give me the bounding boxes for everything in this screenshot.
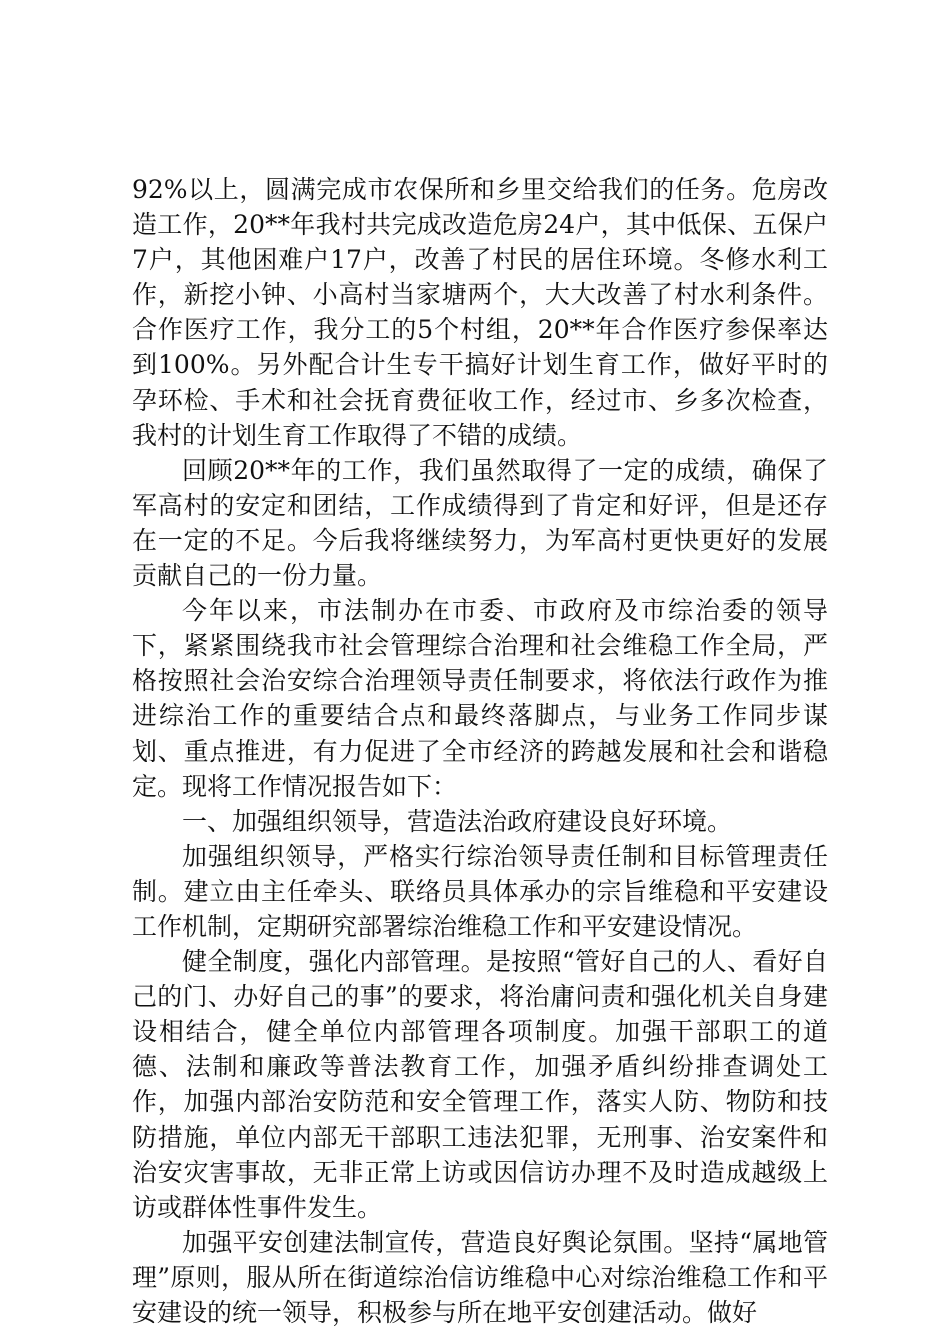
section-heading-1: 一、加强组织领导，营造法治政府建设良好环境。	[182, 806, 733, 836]
paragraph-review: 回顾20**年的工作，我们虽然取得了一定的成绩，确保了军高村的安定和团结，工作成绩得到了肯定和好评，但是还存在一定的不足。今后我将继续努力，为军高村更快更好的发展贡献自己的一份力量。	[132, 455, 828, 591]
paragraph-leadership: 加强组织领导，严格实行综治领导责任制和目标管理责任制。建立由主任牵头、联络员具体承办的宗旨维稳和平安建设工作机制，定期研究部署综治维稳工作和平安建设情况。	[132, 841, 828, 941]
paragraph-intro: 今年以来，市法制办在市委、市政府及市综治委的领导下，紧紧围绕我市社会管理综合治理和社会维稳工作全局，严格按照社会治安综合治理领导责任制要求，将依法行政作为推进综治工作的重要结合点和最终落脚点，与业务工作同步谋划、重点推进，有力促进了全市经济的跨越发展和社会和谐稳定。现将工作情况报告如下：	[132, 596, 828, 801]
paragraph-continuation: 92%以上，圆满完成市农保所和乡里交给我们的任务。危房改造工作，20**年我村共完成改造危房24户，其中低保、五保户7户，其他困难户17户，改善了村民的居住环境。冬修水利工作，新挖小钟、小高村当家塘两个，大大改善了村水利条件。合作医疗工作，我分工的5个村组，20**年合作医疗参保率达到100%。另外配合计生专干搞好计划生育工作，做好平时的孕环检、手术和社会抚育费征收工作，经过市、乡多次检查，我村的计划生育工作取得了不错的成绩。	[132, 175, 828, 450]
paragraph-legal-publicity: 加强平安创建法制宣传，营造良好舆论氛围。坚持“属地管理”原则，服从所在街道综治信访维稳中心对综治维稳工作和平安建设的统一领导，积极参与所在地平安创建活动。做好	[132, 1227, 828, 1327]
document-body	[132, 172, 828, 1330]
paragraph-internal-management: 健全制度，强化内部管理。是按照“管好自己的人、看好自己的门、办好自己的事”的要求，将治庸问责和强化机关自身建设相结合，健全单位内部管理各项制度。加强干部职工的道德、法制和廉政等普法教育工作，加强矛盾纠纷排查调处工作，加强内部治安防范和安全管理工作，落实人防、物防和技防措施，单位内部无干部职工违法犯罪，无刑事、治安案件和治安灾害事故，无非正常上访或因信访办理不及时造成越级上访或群体性事件发生。	[132, 947, 828, 1222]
